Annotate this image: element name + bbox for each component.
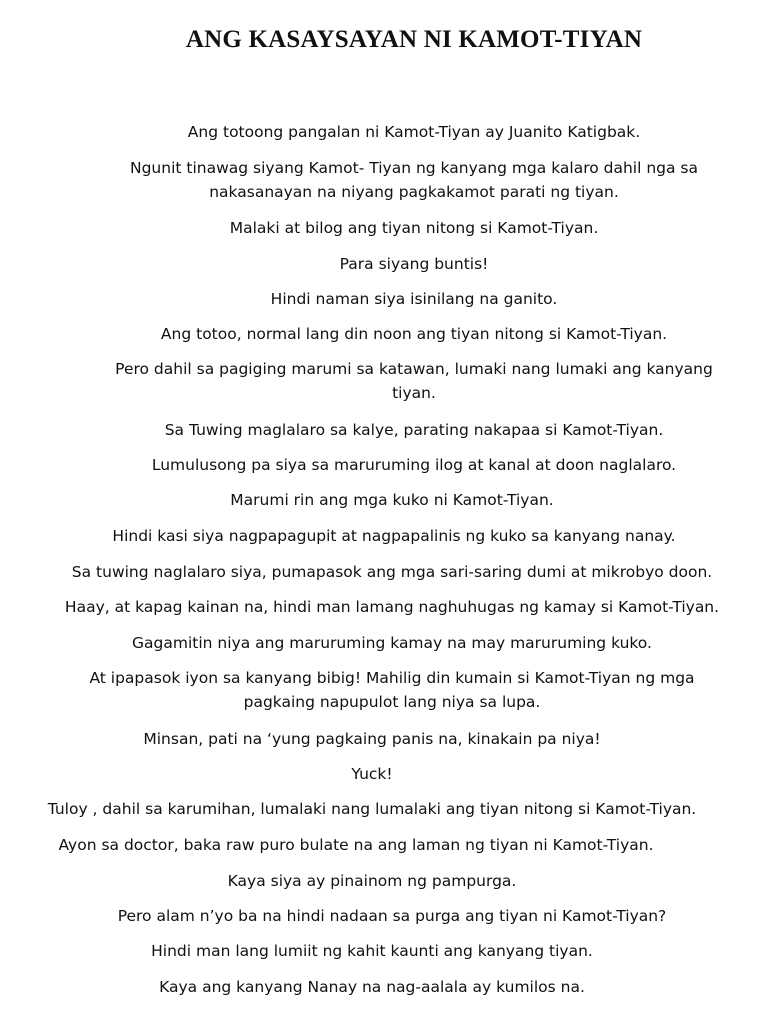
paragraph-line: Yuck! — [351, 765, 393, 783]
paragraph — [8, 488, 768, 512]
paragraph-line: Pero alam n’yo ba na hindi nadaan sa purga ang tiyan ni Kamot-Tiyan? — [117, 907, 667, 925]
paragraph-line: pagkaing napupulot lang niya sa lupa. — [243, 693, 541, 711]
paragraph — [30, 252, 768, 276]
paragraph — [10, 524, 768, 548]
paragraph-line: Hindi man lang lumiit ng kahit kaunti ang kanyang tiyan. — [151, 942, 593, 960]
paragraph — [0, 869, 756, 893]
paragraph — [0, 762, 756, 786]
paragraph-line: Haay, at kapag kainan na, hindi man lamang naghuhugas ng kamay si Kamot-Tiyan. — [64, 598, 720, 616]
paragraph — [0, 939, 756, 963]
paragraph — [30, 156, 768, 204]
paragraph-line: Ayon sa doctor, baka raw puro bulate na ang laman ng tiyan ni Kamot-Tiyan. — [58, 836, 654, 854]
paragraph — [30, 120, 768, 144]
paragraph — [30, 418, 768, 442]
paragraph-line: Minsan, pati na ‘yung pagkaing panis na, kinakain pa niya! — [143, 730, 601, 748]
paragraph-line: Ang totoo, normal lang din noon ang tiyan nitong si Kamot-Tiyan. — [160, 325, 668, 343]
paragraph — [8, 666, 768, 714]
paragraph — [0, 975, 756, 999]
paragraph-line: At ipapasok iyon sa kanyang bibig! Mahilig din kumain si Kamot-Tiyan ng mga — [89, 669, 695, 687]
paragraph-line: Pero dahil sa pagiging marumi sa katawan, lumaki nang lumaki ang kanyang — [115, 360, 713, 378]
document-title: ANG KASAYSAYAN NI KAMOT-TIYAN — [185, 26, 643, 53]
paragraph-line: Kaya siya ay pinainom ng pampurga. — [227, 872, 517, 890]
paragraph — [0, 727, 756, 751]
paragraph-line: Malaki at bilog ang tiyan nitong si Kamot-Tiyan. — [229, 219, 599, 237]
paragraph — [0, 833, 740, 857]
paragraph — [30, 453, 768, 477]
paragraph — [8, 631, 768, 655]
paragraph-line: Hindi kasi siya nagpapagupit at nagpapalinis ng kuko sa kanyang nanay. — [112, 527, 676, 545]
paragraph — [8, 560, 768, 584]
paragraph-line: Marumi rin ang mga kuko ni Kamot-Tiyan. — [230, 491, 554, 509]
paragraph-line: Kaya ang kanyang Nanay na nag-aalala ay kumilos na. — [159, 978, 585, 996]
paragraph-line: tiyan. — [392, 384, 436, 402]
paragraph — [0, 797, 756, 821]
paragraph-line: Tuloy , dahil sa karumihan, lumalaki nang lumalaki ang tiyan nitong si Kamot-Tiyan. — [47, 800, 697, 818]
paragraph — [30, 322, 768, 346]
paragraph — [8, 904, 768, 928]
paragraph-line: Sa tuwing naglalaro siya, pumapasok ang mga sari-saring dumi at mikrobyo doon. — [71, 563, 713, 581]
paragraph-line: Hindi naman siya isinilang na ganito. — [270, 290, 558, 308]
paragraph — [30, 216, 768, 240]
paragraph-line: nakasanayan na niyang pagkakamot parati ng tiyan. — [209, 183, 619, 201]
paragraph-line: Sa Tuwing maglalaro sa kalye, parating nakapaa si Kamot-Tiyan. — [164, 421, 664, 439]
paragraph-line: Ang totoong pangalan ni Kamot-Tiyan ay Juanito Katigbak. — [187, 123, 641, 141]
paragraph — [30, 287, 768, 311]
paragraph-line: Para siyang buntis! — [339, 255, 489, 273]
paragraph — [30, 357, 768, 405]
paragraph — [8, 595, 768, 619]
paragraph-line: Gagamitin niya ang maruruming kamay na may maruruming kuko. — [132, 634, 652, 652]
paragraph-line: Lumulusong pa siya sa maruruming ilog at kanal at doon naglalaro. — [151, 456, 677, 474]
paragraph-line: Ngunit tinawag siyang Kamot- Tiyan ng kanyang mga kalaro dahil nga sa — [129, 159, 699, 177]
